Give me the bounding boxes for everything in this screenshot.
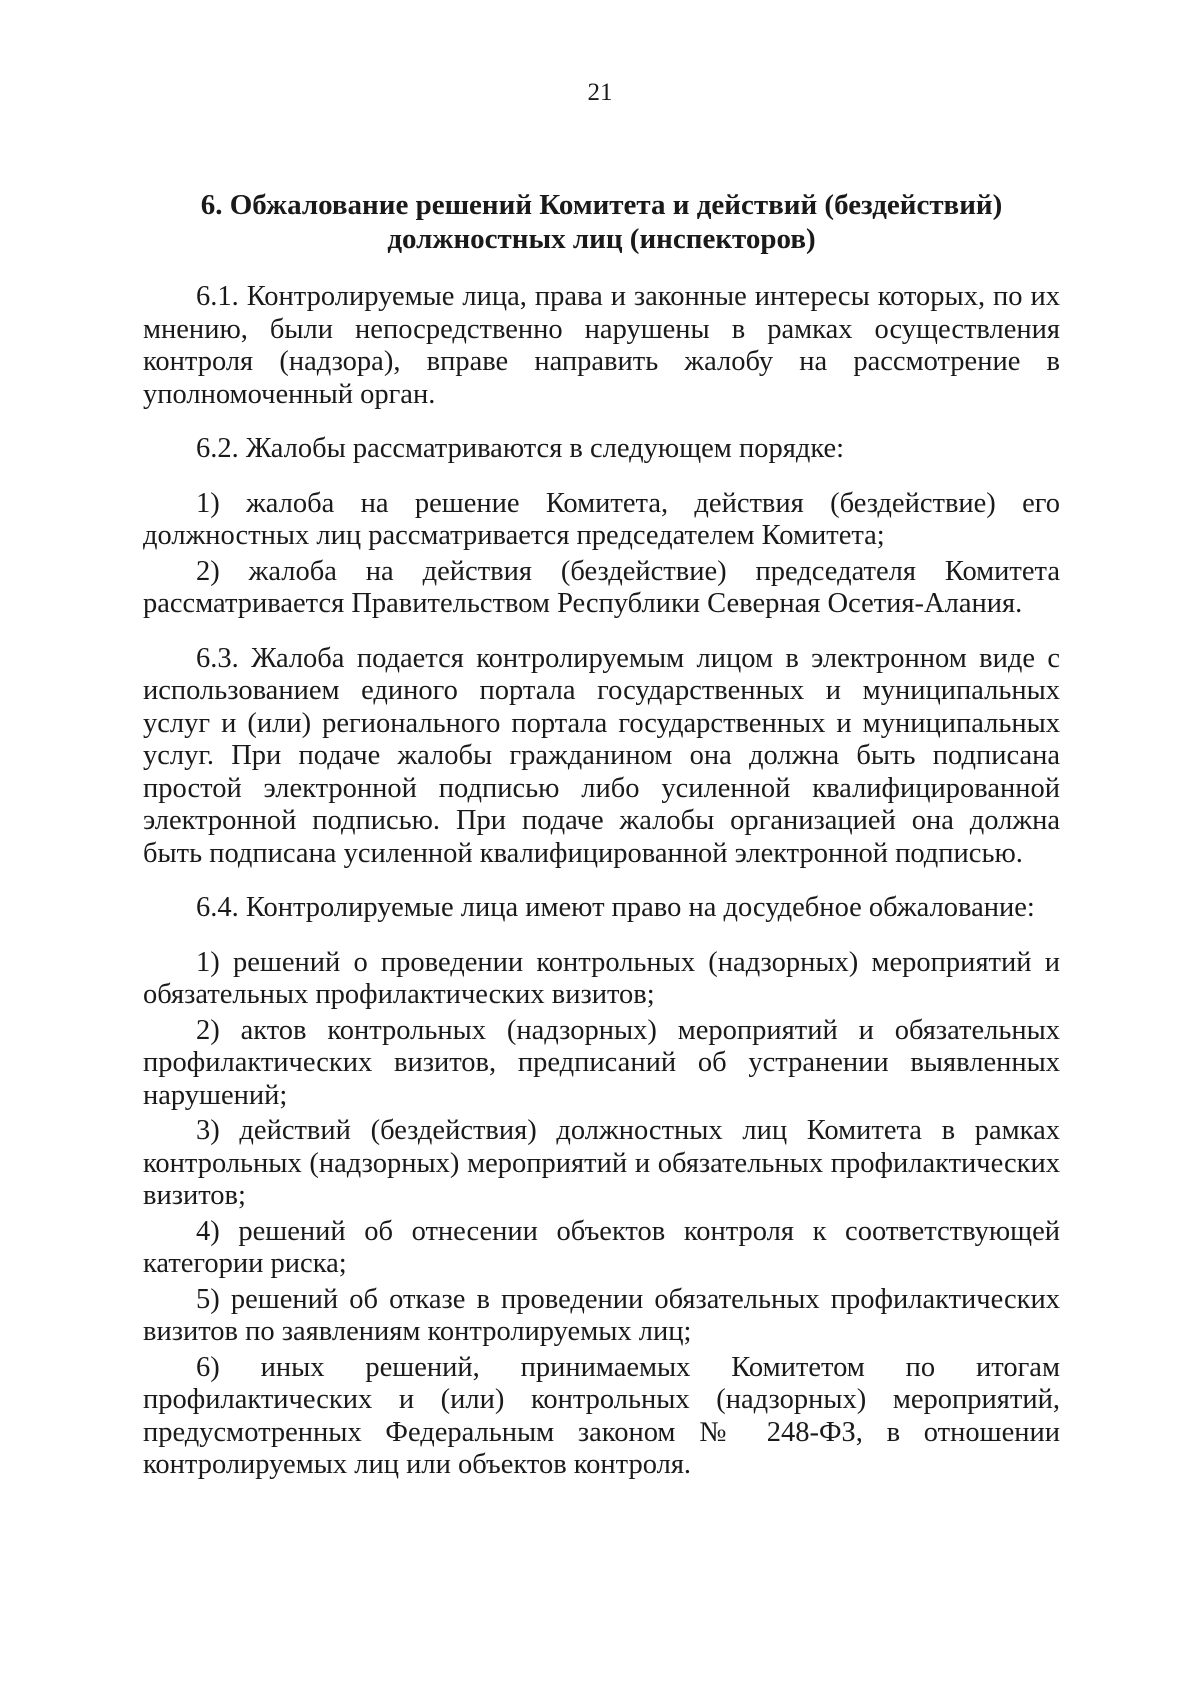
section-title [143,188,1060,256]
paragraph-6-1: 6.1. Контролируемые лица, права и законные интересы которых, по их мнению, были непосредственно нарушены в рамках осуществления контроля (надзора), вправе направить жалобу на рассмотрение в уполномоченный орган. [143,281,1060,410]
list-item-6-4-6: 6) иных решений, принимаемых Комитетом по итогам профилактических и (или) контрольных (надзорных) мероприятий, предусмотренных Федеральным законом № 248-ФЗ, в отношении контролируемых лиц или объектов контроля. [143,1351,1060,1480]
list-item-6-4-2: 2) актов контрольных (надзорных) мероприятий и обязательных профилактических визитов, предписаний об устранении выявленных нарушений; [143,1014,1060,1111]
list-item-6-4-4: 4) решений об отнесении объектов контроля к соответствующей категории риска; [143,1215,1060,1279]
list-item-6-4-3: 3) действий (бездействия) должностных лиц Комитета в рамках контрольных (надзорных) мероприятий и обязательных профилактических визитов; [143,1115,1060,1211]
list-item-6-2-2: 2) жалоба на действия (бездействие) председателя Комитета рассматривается Правительством Республики Северная Осетия-Алания. [143,555,1060,619]
list-item-6-4-1: 1) решений о проведении контрольных (надзорных) мероприятий и обязательных профилактических визитов; [143,946,1060,1010]
document-body [143,188,1060,1482]
section-title-line-2: должностных лиц (инспекторов) [387,223,816,255]
section-title-line-1: 6. Обжалование решений Комитета и действий (бездействий) [200,189,1003,221]
paragraph-6-3: 6.3. Жалоба подается контролируемым лицом в электронном виде с использованием единого портала государственных и муниципальных услуг и (или) регионального портала государственных и муниципальных услуг. При подаче жалобы гражданином она должна быть подписана простой электронной подписью либо усиленной квалифицированной электронной подписью. При подаче жалобы организацией она должна быть подписана усиленной квалифицированной электронной подписью. [143,642,1060,869]
page-number: 21 [587,79,613,106]
list-item-6-4-5: 5) решений об отказе в проведении обязательных профилактических визитов по заявлениям контролируемых лиц; [143,1283,1060,1347]
list-item-6-2-1: 1) жалоба на решение Комитета, действия (бездействие) его должностных лиц рассматривается председателем Комитета; [143,487,1060,551]
paragraph-6-2: 6.2. Жалобы рассматриваются в следующем порядке: [196,433,845,464]
paragraph-6-4: 6.4. Контролируемые лица имеют право на досудебное обжалование: [196,892,1035,923]
